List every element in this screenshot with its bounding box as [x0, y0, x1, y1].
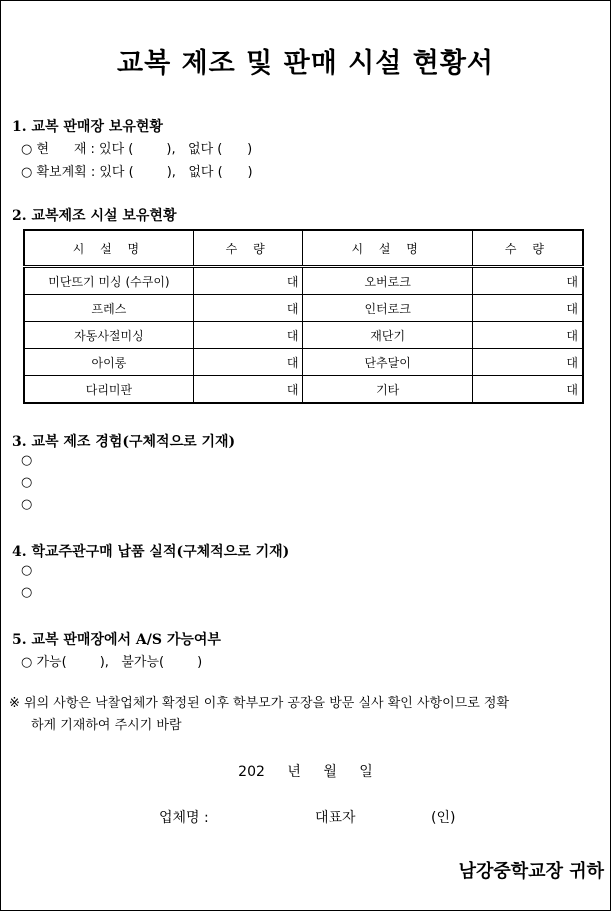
quantity-cell[interactable]: 대	[193, 376, 303, 404]
recipient-line: 남강중학교장 귀하	[458, 861, 604, 882]
table-row	[24, 349, 583, 376]
header-quantity: 수 량	[472, 230, 583, 267]
facility-name: 인터로크	[303, 295, 472, 322]
facility-table	[23, 229, 584, 404]
facility-name: 프레스	[24, 295, 193, 322]
quantity-cell[interactable]: 대	[472, 267, 583, 295]
table-row	[24, 267, 583, 295]
notice-line: 하게 기재하여 주시기 바람	[31, 718, 182, 733]
header-quantity: 수 량	[193, 230, 303, 267]
table-row	[24, 295, 583, 322]
facility-name: 자동사절미싱	[24, 322, 193, 349]
seal-mark: (인)	[431, 810, 456, 826]
facility-name: 단추달이	[303, 349, 472, 376]
section5-as-line: ○ 가능( ), 불가능( )	[21, 655, 203, 670]
company-label: 업체명 :	[159, 810, 209, 826]
facility-name: 재단기	[303, 322, 472, 349]
date-line: 202 년 월 일	[238, 764, 373, 780]
section1-heading: 1. 교복 판매장 보유현황	[12, 119, 163, 135]
table-row	[24, 322, 583, 349]
quantity-cell[interactable]: 대	[193, 349, 303, 376]
section1-current-line: ○ 현 재 : 있다 ( ), 없다 ( )	[21, 142, 253, 157]
quantity-cell[interactable]: 대	[193, 295, 303, 322]
facility-name: 아이롱	[24, 349, 193, 376]
facility-name: 다리미판	[24, 376, 193, 404]
page-title: 교복 제조 및 판매 시설 현황서	[117, 48, 494, 79]
quantity-cell[interactable]: 대	[472, 349, 583, 376]
section4-bullet: ○	[21, 563, 33, 578]
table-row	[24, 376, 583, 404]
quantity-cell[interactable]: 대	[193, 267, 303, 295]
quantity-cell[interactable]: 대	[472, 295, 583, 322]
section3-bullet: ○	[21, 497, 33, 512]
facility-name: 오버로크	[303, 267, 472, 295]
quantity-cell[interactable]: 대	[193, 322, 303, 349]
facility-name: 기타	[303, 376, 472, 404]
section3-bullet: ○	[21, 453, 33, 468]
section2-heading: 2. 교복제조 시설 보유현황	[12, 208, 177, 224]
section1-plan-line: ○ 확보계획 : 있다 ( ), 없다 ( )	[21, 165, 253, 180]
section4-heading: 4. 학교주관구매 납품 실적(구체적으로 기재)	[12, 544, 290, 560]
section5-heading: 5. 교복 판매장에서 A/S 가능여부	[12, 632, 221, 648]
header-facility-name: 시 설 명	[24, 230, 193, 267]
notice-text	[9, 693, 605, 737]
representative-label: 대표자	[315, 810, 356, 826]
quantity-cell[interactable]: 대	[472, 376, 583, 404]
quantity-cell[interactable]: 대	[472, 322, 583, 349]
table-header-row	[24, 230, 583, 267]
notice-line: ※ 위의 사항은 낙찰업체가 확정된 이후 학부모가 공장을 방문 실사 확인 사항이므로 정확	[9, 696, 510, 711]
section3-heading: 3. 교복 제조 경험(구체적으로 기재)	[12, 434, 236, 450]
section4-bullet: ○	[21, 585, 33, 600]
facility-name: 미단뜨기 미싱 (수쿠이)	[24, 267, 193, 295]
section3-bullet: ○	[21, 475, 33, 490]
header-facility-name: 시 설 명	[303, 230, 472, 267]
